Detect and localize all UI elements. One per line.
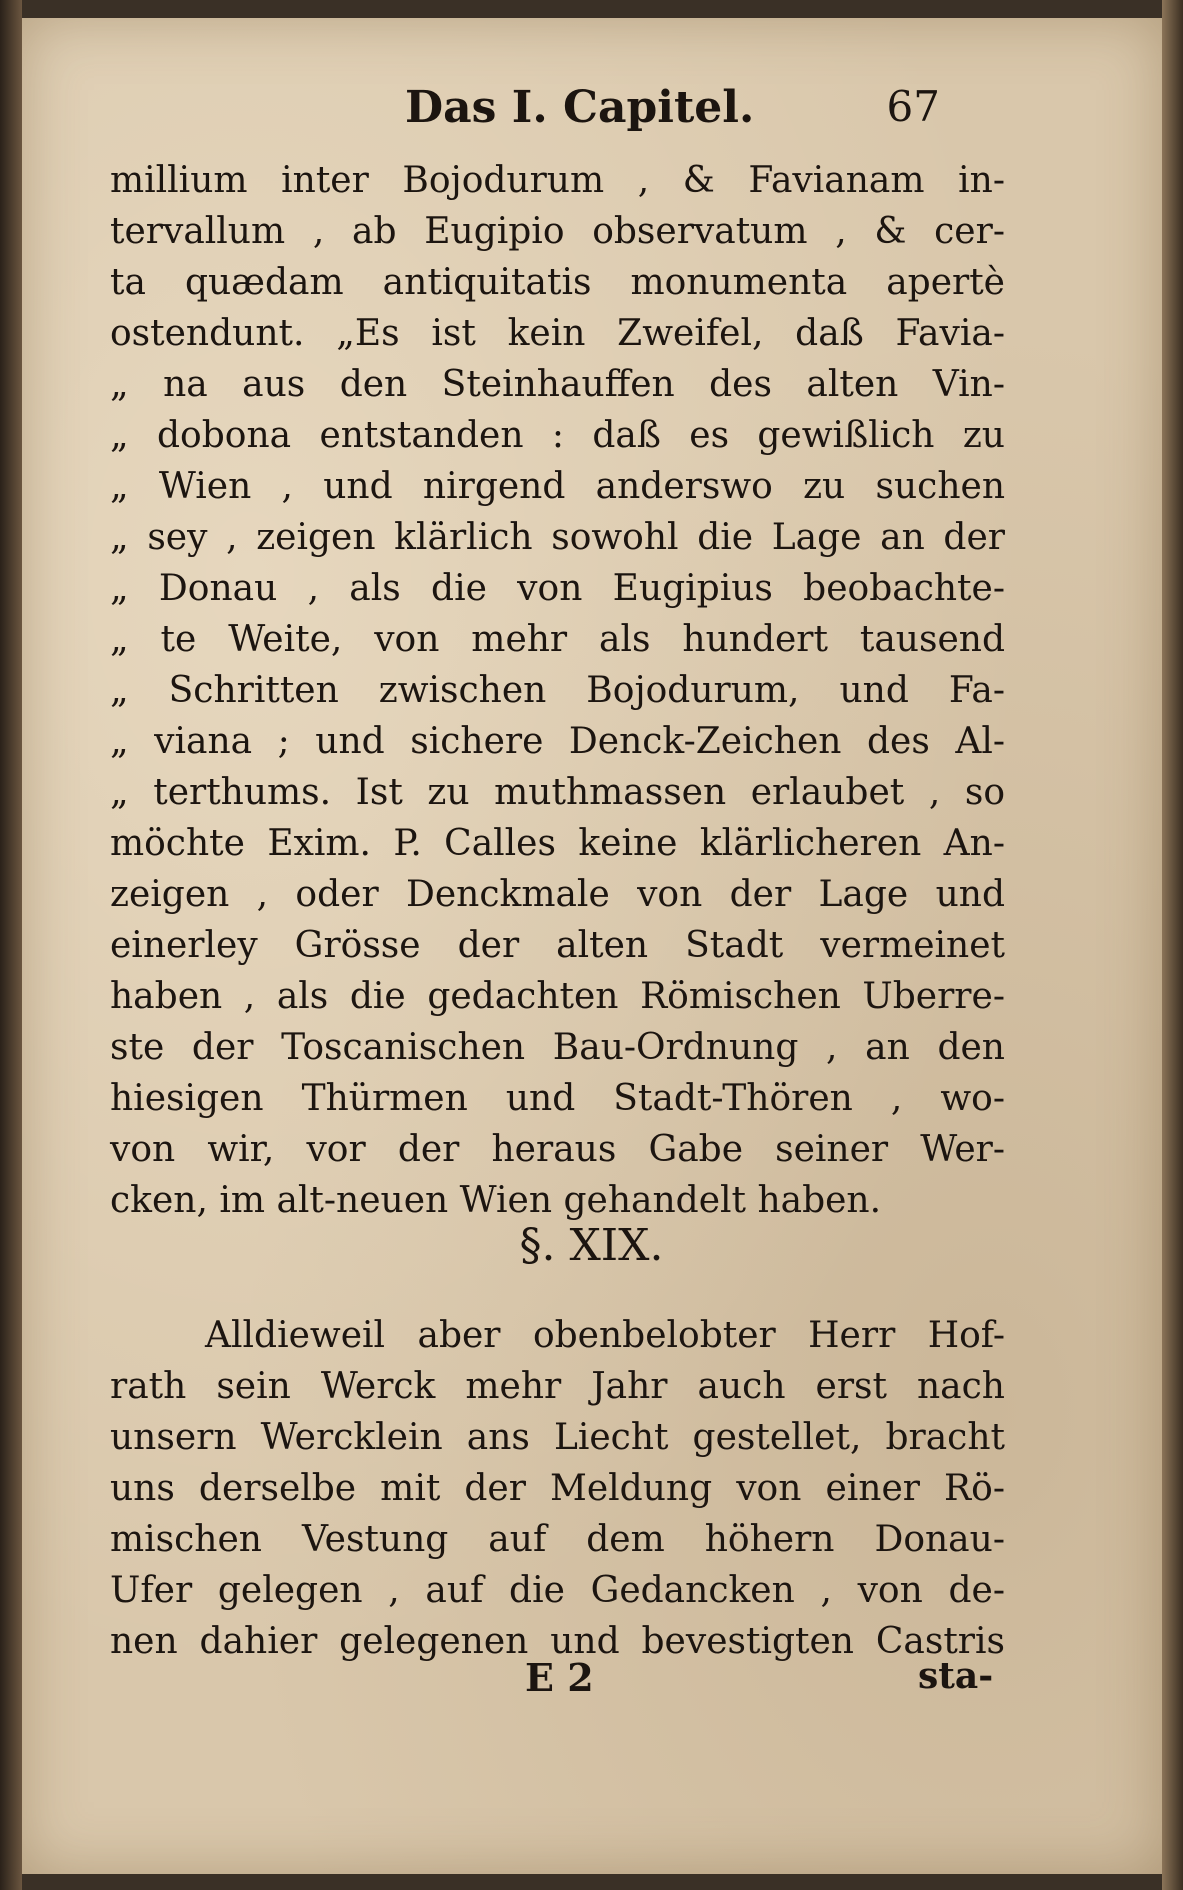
text-line: millium inter Bojodurum , & Favianam in- (110, 160, 1005, 201)
page-edge (1162, 0, 1183, 1890)
text-line: Ufer gelegen , auf die Gedancken , von de- (110, 1570, 1005, 1611)
running-head (100, 82, 1000, 142)
text-line: Alldieweil aber obenbelobter Herr Hof- (205, 1315, 1005, 1356)
text-line: einerley Grösse der alten Stadt vermeinet (110, 925, 1005, 966)
text-line: rath sein Werck mehr Jahr auch erst nach (110, 1366, 1005, 1407)
page-number: 67 (886, 82, 940, 131)
text-line: von wir, vor der heraus Gabe seiner Wer- (110, 1129, 1005, 1170)
text-line: ta quædam antiquitatis monumenta apertè (110, 262, 1005, 303)
text-line: „ terthums. Ist zu muthmassen erlaubet , so (110, 772, 1005, 813)
text-line: möchte Exim. P. Calles keine klärlicheren An- (110, 823, 1005, 864)
book-spine (0, 0, 22, 1890)
text-line: ostendunt. „Es ist kein Zweifel, daß Favia- (110, 313, 1005, 354)
catchword: sta- (918, 1655, 994, 1697)
text-line: „ Donau , als die von Eugipius beobachte- (110, 568, 1005, 609)
paragraph-1 (110, 155, 1005, 1226)
signature-mark: E 2 (525, 1655, 594, 1700)
text-line: „ te Weite, von mehr als hundert tausend (110, 619, 1005, 660)
text-line: cken, im alt-neuen Wien gehandelt haben. (110, 1180, 882, 1221)
text-line: „ na aus den Steinhauffen des alten Vin- (110, 364, 1005, 405)
text-line: „ sey , zeigen klärlich sowohl die Lage an der (110, 517, 1005, 558)
text-line: unsern Wercklein ans Liecht gestellet, bracht (110, 1417, 1005, 1458)
text-line: „ dobona entstanden : daß es gewißlich zu (110, 415, 1005, 456)
text-line: ste der Toscanischen Bau-Ordnung , an den (110, 1027, 1005, 1068)
text-line: zeigen , oder Denckmale von der Lage und (110, 874, 1005, 915)
chapter-title: Das I. Capitel. (405, 82, 755, 133)
text-line: nen dahier gelegenen und bevestigten Castris (110, 1621, 1005, 1662)
text-line: haben , als die gedachten Römischen Uberre- (110, 976, 1005, 1017)
section-heading: §. XIX. (519, 1220, 664, 1271)
text-line: „ viana ; und sichere Denck-Zeichen des Al- (110, 721, 1005, 762)
text-line: tervallum , ab Eugipio observatum , & cer- (110, 211, 1005, 252)
text-line: mischen Vestung auf dem höhern Donau- (110, 1519, 1005, 1560)
paragraph-2 (110, 1310, 1005, 1667)
text-line: „ Schritten zwischen Bojodurum, und Fa- (110, 670, 1005, 711)
text-line: „ Wien , und nirgend anderswo zu suchen (110, 466, 1005, 507)
text-line: uns derselbe mit der Meldung von einer Rö- (110, 1468, 1005, 1509)
text-line: hiesigen Thürmen und Stadt-Thören , wo- (110, 1078, 1005, 1119)
